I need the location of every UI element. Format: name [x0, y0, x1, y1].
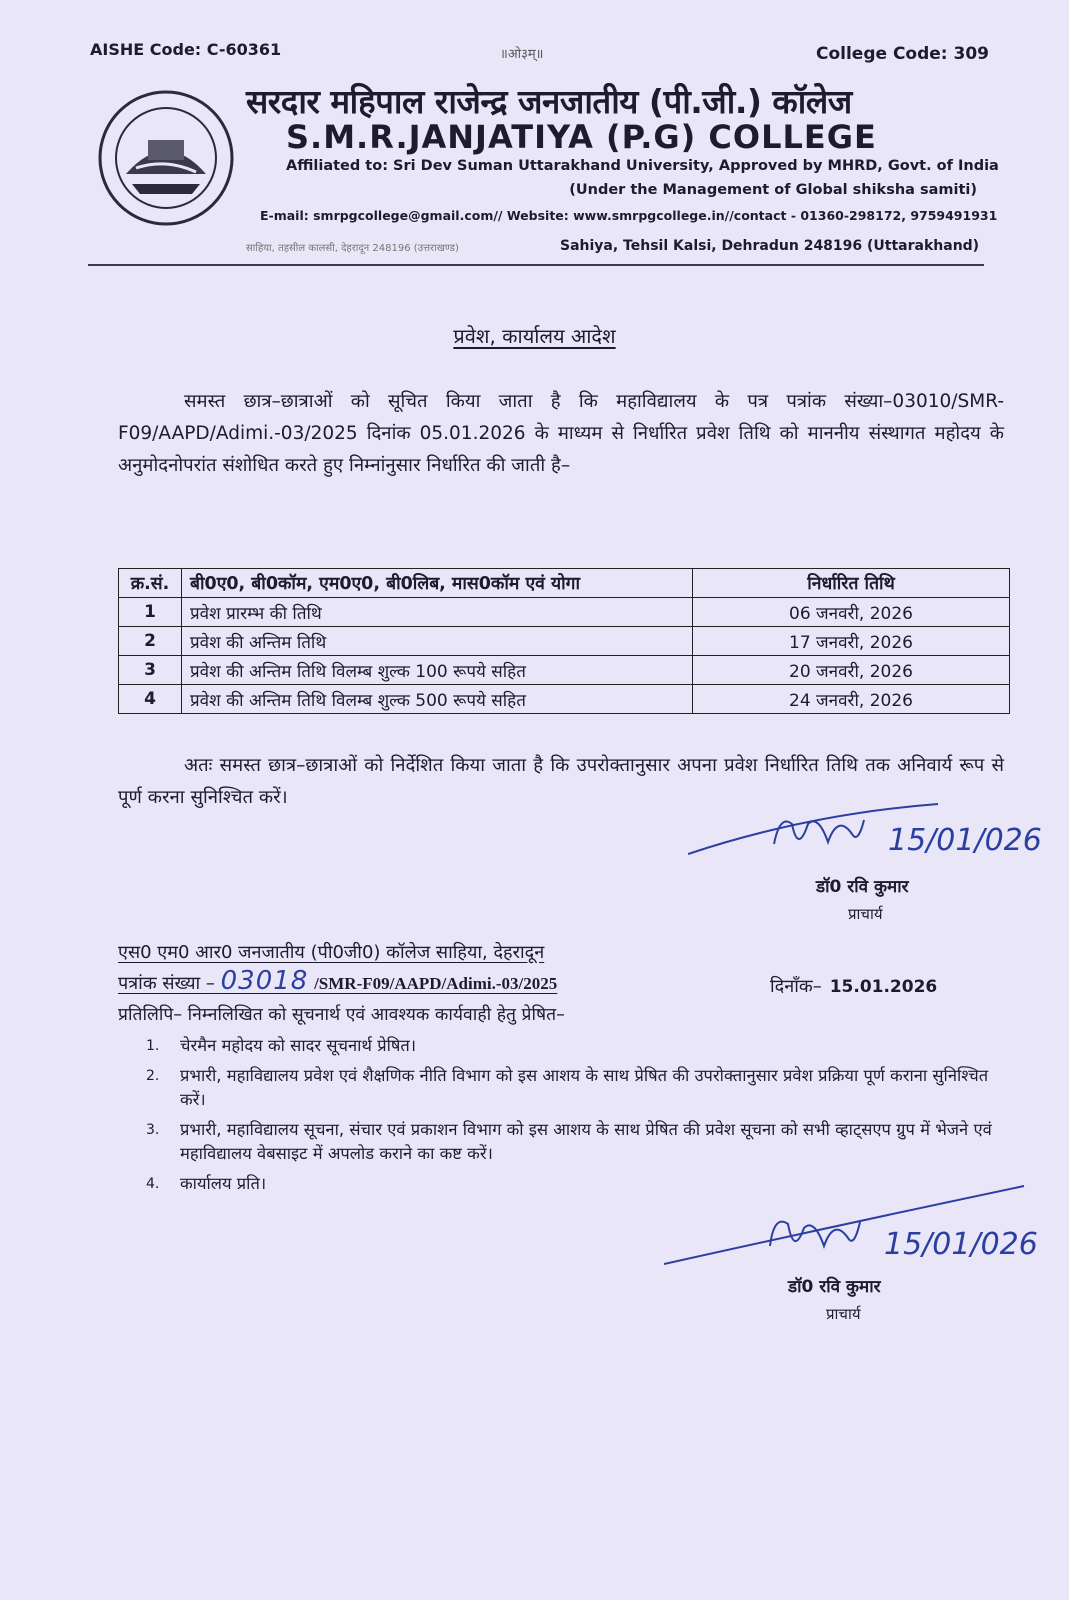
row-sn: 2 — [119, 627, 182, 656]
signatory-name: डॉ0 रवि कुमार — [788, 1277, 881, 1297]
copy-to-list — [146, 1034, 1006, 1202]
contact-line: E-mail: smrpgcollege@gmail.com// Website: www.smrpgcollege.in//contact - 01360-298172, 9759491931 — [260, 208, 998, 223]
date-value: 15.01.2026 — [829, 977, 938, 997]
table-header-row — [119, 569, 1010, 598]
row-desc: प्रवेश की अन्तिम तिथि विलम्ब शुल्क 100 रूपये सहित — [182, 656, 693, 685]
row-date: 24 जनवरी, 2026 — [693, 685, 1010, 714]
row-desc: प्रवेश की अन्तिम तिथि विलम्ब शुल्क 500 रूपये सहित — [182, 685, 693, 714]
college-logo-icon — [96, 88, 236, 228]
row-sn: 4 — [119, 685, 182, 714]
college-name-english: S.M.R.JANJATIYA (P.G) COLLEGE — [286, 118, 877, 156]
management: (Under the Management of Global shiksha samiti) — [569, 182, 977, 198]
institution-line: एस0 एम0 आर0 जनजातीय (पी0जी0) कॉलेज साहिया, देहरादून — [118, 942, 545, 963]
list-item: 4. कार्यालय प्रति। — [146, 1174, 267, 1193]
row-sn: 1 — [119, 598, 182, 627]
list-item: 2. प्रभारी, महाविद्यालय प्रवेश एवं शैक्षणिक नीति विभाग को इस आशय के साथ प्रेषित की उपरोक्तानुसार प्रवेश प्रक्रिया पूर्ण कराना सुनिश्चित करें। — [146, 1066, 989, 1109]
table-row — [119, 656, 1010, 685]
instruction-paragraph: अतः समस्त छात्र–छात्राओं को निर्देशित किया जाता है कि उपरोक्तानुसार अपना प्रवेश निर्धारित तिथि तक अनिवार्य रूप से पूर्ण करना सुनिश्चित करें। — [118, 755, 1004, 808]
patrank-label: पत्रांक संख्या – — [118, 973, 215, 994]
notice-paragraph: समस्त छात्र–छात्राओं को सूचित किया जाता है कि महाविद्यालय के पत्र पत्रांक संख्या–03010/SMR-F09/AAPD/Adimi.-03/2025 दिनांक 05.01.2026 के माध्यम से निर्धारित प्रवेश तिथि को माननीय संस्थागत महोदय के अनुमोदनोपरांत संशोधित करते हुए निम्नांनुसार निर्धारित की जाती है– — [118, 391, 1004, 476]
table-row — [119, 598, 1010, 627]
aishe-code: AISHE Code: C-60361 — [90, 40, 282, 59]
svg-text:15/01/026: 15/01/026 — [884, 1227, 1038, 1262]
row-desc: प्रवेश की अन्तिम तिथि — [182, 627, 693, 656]
row-date: 20 जनवरी, 2026 — [693, 656, 1010, 685]
patrank-line — [118, 966, 557, 996]
college-code: College Code: 309 — [815, 44, 989, 64]
address-hindi: साहिया, तहसील कालसी, देहरादून 248196 (उत्तराखण्ड) — [246, 243, 459, 254]
table-row — [119, 685, 1010, 714]
college-name-hindi: सरदार महिपाल राजेन्द्र जनजातीय (पी.जी.) कॉलेज — [246, 82, 852, 121]
header-date: निर्धारित तिथि — [693, 569, 1010, 598]
table-row — [119, 627, 1010, 656]
date-line — [770, 974, 937, 998]
affiliation: Affiliated to: Sri Dev Suman Uttarakhand University, Approved by MHRD, Govt. of India — [286, 158, 999, 174]
svg-text:15/01/026: 15/01/026 — [888, 823, 1042, 858]
row-date: 06 जनवरी, 2026 — [693, 598, 1010, 627]
om-symbol: ॥ओ३म्॥ — [500, 47, 544, 62]
address-english: Sahiya, Tehsil Kalsi, Dehradun 248196 (Uttarakhand) — [560, 238, 980, 254]
signatory-role: प्राचार्य — [848, 905, 883, 923]
list-item: 3. प्रभारी, महाविद्यालय सूचना, संचार एवं प्रकाशन विभाग को इस आशय के साथ प्रेषित की प्रवेश सूचना को सभी व्हाट्सएप ग्रुप में भेजने एवं महाविद्यालय वेबसाइट में अपलोड कराने का कष्ट करें। — [146, 1120, 992, 1163]
header-courses: बी0ए0, बी0कॉम, एम0ए0, बी0लिब, मास0कॉम एवं योगा — [182, 569, 693, 598]
patrank-handwritten-number: 03018 — [220, 966, 309, 996]
admission-dates-table — [118, 568, 1010, 714]
signatory-name: डॉ0 रवि कुमार — [816, 877, 909, 897]
principal-signature-1 — [688, 784, 1048, 884]
header-sn: क्र.सं. — [119, 569, 182, 598]
row-date: 17 जनवरी, 2026 — [693, 627, 1010, 656]
order-title: प्रवेश, कार्यालय आदेश — [453, 324, 616, 348]
patrank-ref: /SMR-F09/AAPD/Adimi.-03/2025 — [314, 974, 558, 993]
copy-to-heading: प्रतिलिपि– निम्नलिखित को सूचनार्थ एवं आवश्यक कार्यवाही हेतु प्रेषित– — [118, 1005, 565, 1025]
row-desc: प्रवेश प्रारम्भ की तिथि — [182, 598, 693, 627]
date-label: दिनाँक– — [770, 976, 822, 997]
header-divider — [88, 264, 984, 266]
row-sn: 3 — [119, 656, 182, 685]
signatory-role: प्राचार्य — [826, 1305, 861, 1323]
list-item: 1. चेरमैन महोदय को सादर सूचनार्थ प्रेषित। — [146, 1036, 417, 1055]
